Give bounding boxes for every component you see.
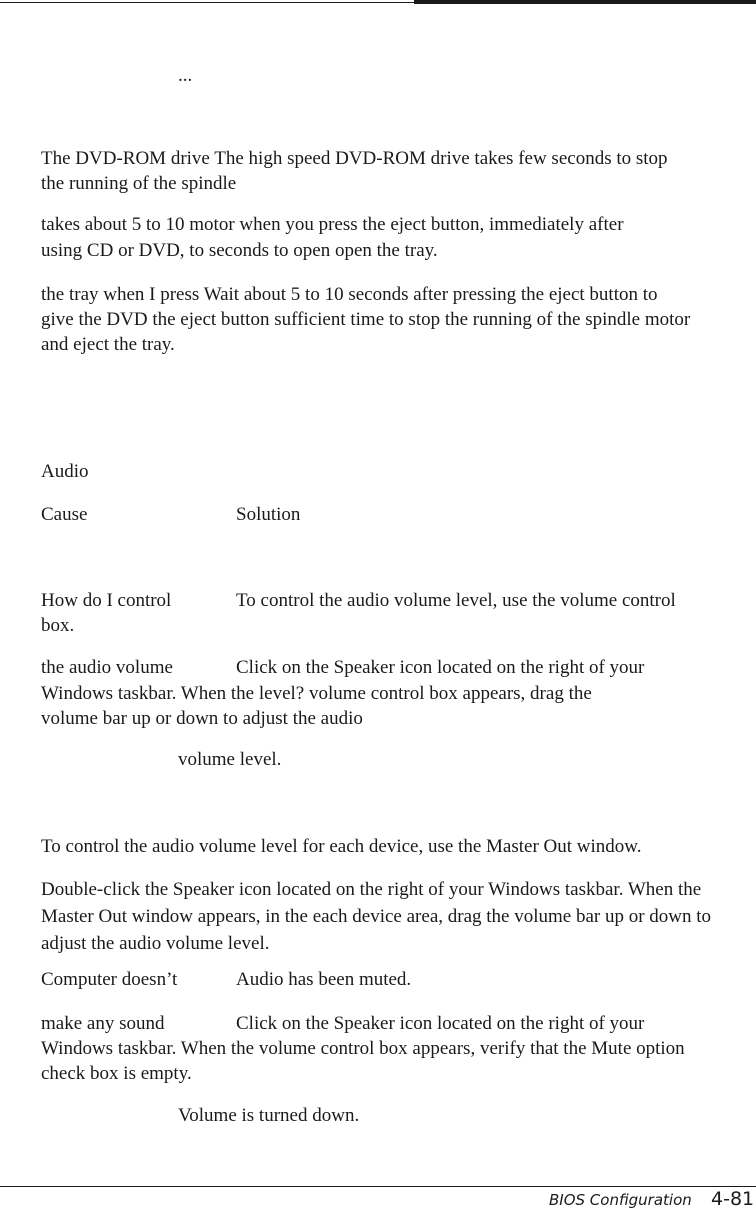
q2-cause-line-2: make any sound: [41, 1013, 165, 1034]
q2-line-5: Volume is turned down.: [178, 1105, 360, 1126]
column-header-solution: Solution: [236, 504, 301, 525]
master-out-paragraph: Double-click the Speaker icon located on the right of your Windows taskbar. When the Master Out window appears, in the each device area, drag the volume bar up or down to adjust the audio volume level.: [41, 879, 712, 954]
header-rule-thin: [0, 2, 414, 3]
q1-line-4: Windows taskbar. When the level? volume control box appears, drag the: [41, 683, 592, 704]
q2-line-3: Windows taskbar. When the volume control box appears, verify that the Mute option: [41, 1038, 685, 1059]
q1-line-6: volume level.: [178, 749, 282, 770]
dvd-line-6: give the DVD the eject button sufficient time to stop the running of the spindle motor: [41, 309, 691, 330]
q1-line-5: volume bar up or down to adjust the audio: [41, 708, 363, 729]
q2-solution-line-1: Audio has been muted.: [236, 969, 412, 990]
footer-rule: [0, 1186, 756, 1187]
master-out-line-1: To control the audio volume level for each device, use the Master Out window.: [41, 836, 642, 857]
section-heading-audio: Audio: [41, 461, 89, 482]
footer-section-title: BIOS Configuration: [549, 1191, 692, 1209]
q1-cause-line-3: the audio volume: [41, 657, 173, 678]
dvd-line-1: The DVD-ROM drive The high speed DVD-ROM drive takes few seconds to stop: [41, 148, 668, 169]
dvd-line-5: the tray when I press Wait about 5 to 10 seconds after pressing the eject button to: [41, 284, 658, 305]
dvd-line-3: takes about 5 to 10 motor when you press the eject button, immediately after: [41, 214, 624, 235]
dvd-line-2: the running of the spindle: [41, 173, 237, 194]
dvd-line-4: using CD or DVD, to seconds to open open the tray.: [41, 240, 438, 261]
q2-solution-line-2: Click on the Speaker icon located on the right of your: [236, 1013, 645, 1034]
q2-cause-line-1: Computer doesn’t: [41, 969, 178, 990]
footer-page-number: 4-81: [711, 1188, 755, 1210]
dvd-line-7: and eject the tray.: [41, 334, 175, 355]
column-header-cause: Cause: [41, 504, 88, 525]
q1-line-2: box.: [41, 615, 75, 636]
header-rule-thick: [414, 0, 756, 4]
top-ellipsis: ...: [178, 65, 193, 86]
q2-line-4: check box is empty.: [41, 1063, 192, 1084]
q1-solution-line-3: Click on the Speaker icon located on the right of your: [236, 657, 645, 678]
q1-solution-line-1: To control the audio volume level, use the volume control: [236, 590, 676, 611]
q1-cause-line-1: How do I control: [41, 590, 172, 611]
